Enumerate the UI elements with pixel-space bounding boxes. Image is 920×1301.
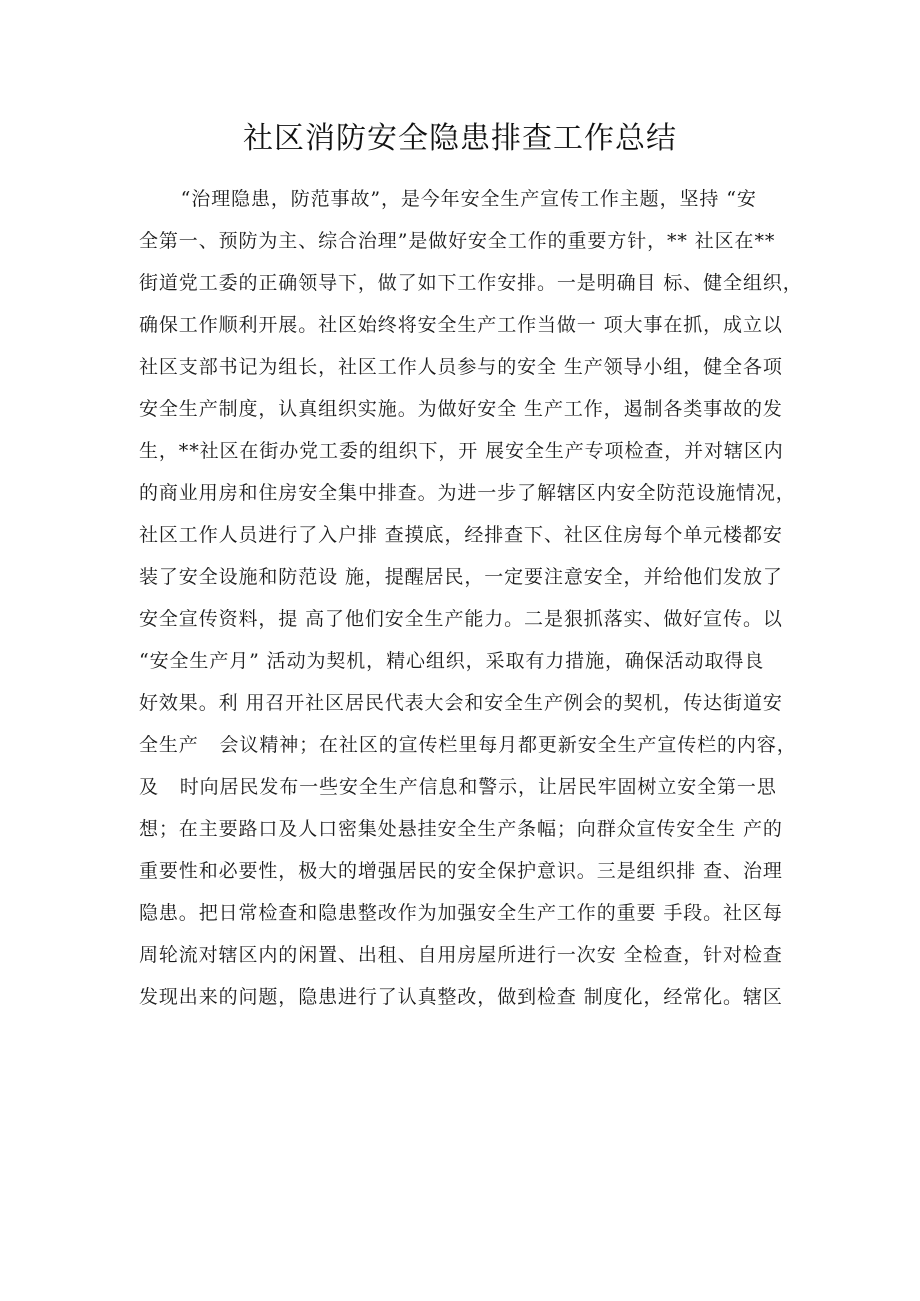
text-line: 安全生产制度，认真组织实施。为做好安全 生产工作，遏制各类事故的发 — [139, 398, 783, 420]
text-line: 社区工作人员进行了入户排 查摸底，经排查下、社区住房每个单元楼都安 — [139, 524, 783, 546]
page-title: 社区消防安全隐患排查工作总结 — [243, 121, 677, 156]
text-line: 确保工作顺利开展。社区始终将安全生产工作当做一 项大事在抓，成立以 — [139, 314, 783, 336]
text-line: 隐患。把日常检查和隐患整改作为加强安全生产工作的重要 手段。社区每 — [139, 902, 783, 924]
text-line: “安全生产月” 活动为契机，精心组织，采取有力措施，确保活动取得良 — [139, 650, 765, 672]
text-line: 发现出来的问题，隐患进行了认真整改，做到检查 制度化，经常化。辖区 — [139, 986, 783, 1008]
text-line: 全生产 会议精神；在社区的宣传栏里每月都更新安全生产宣传栏的内容， — [139, 734, 797, 756]
text-line: 装了安全设施和防范设 施，提醒居民，一定要注意安全，并给他们发放了 — [139, 566, 783, 588]
text-line: 社区支部书记为组长，社区工作人员参与的安全 生产领导小组，健全各项 — [139, 356, 783, 378]
text-line: 好效果。利 用召开社区居民代表大会和安全生产例会的契机，传达街道安 — [139, 692, 783, 714]
text-line: 重要性和必要性，极大的增强居民的安全保护意识。三是组织排 查、治理 — [139, 860, 783, 882]
text-line: 周轮流对辖区内的闲置、出租、自用房屋所进行一次安 全检查，针对检查 — [139, 944, 783, 966]
text-line: “治理隐患，防范事故”，是今年安全生产宣传工作主题，坚持 “安 — [139, 188, 757, 210]
body-text — [139, 178, 803, 1018]
text-line: 及 时向居民发布一些安全生产信息和警示，让居民牢固树立安全第一思 — [139, 776, 777, 798]
text-line: 安全宣传资料，提 高了他们安全生产能力。二是狠抓落实、做好宣传。以 — [139, 608, 783, 630]
text-line: 街道党工委的正确领导下，做了如下工作安排。一是明确目 标、健全组织， — [139, 272, 803, 294]
text-line: 想；在主要路口及人口密集处悬挂安全生产条幅；向群众宣传安全生 产的 — [139, 818, 783, 840]
text-line: 全第一、预防为主、综合治理”是做好安全工作的重要方针，** 社区在** — [139, 230, 776, 252]
text-line: 生，**社区在街办党工委的组织下，开 展安全生产专项检查，并对辖区内 — [139, 440, 784, 462]
text-line: 的商业用房和住房安全集中排查。为进一步了解辖区内安全防范设施情况， — [139, 482, 796, 504]
